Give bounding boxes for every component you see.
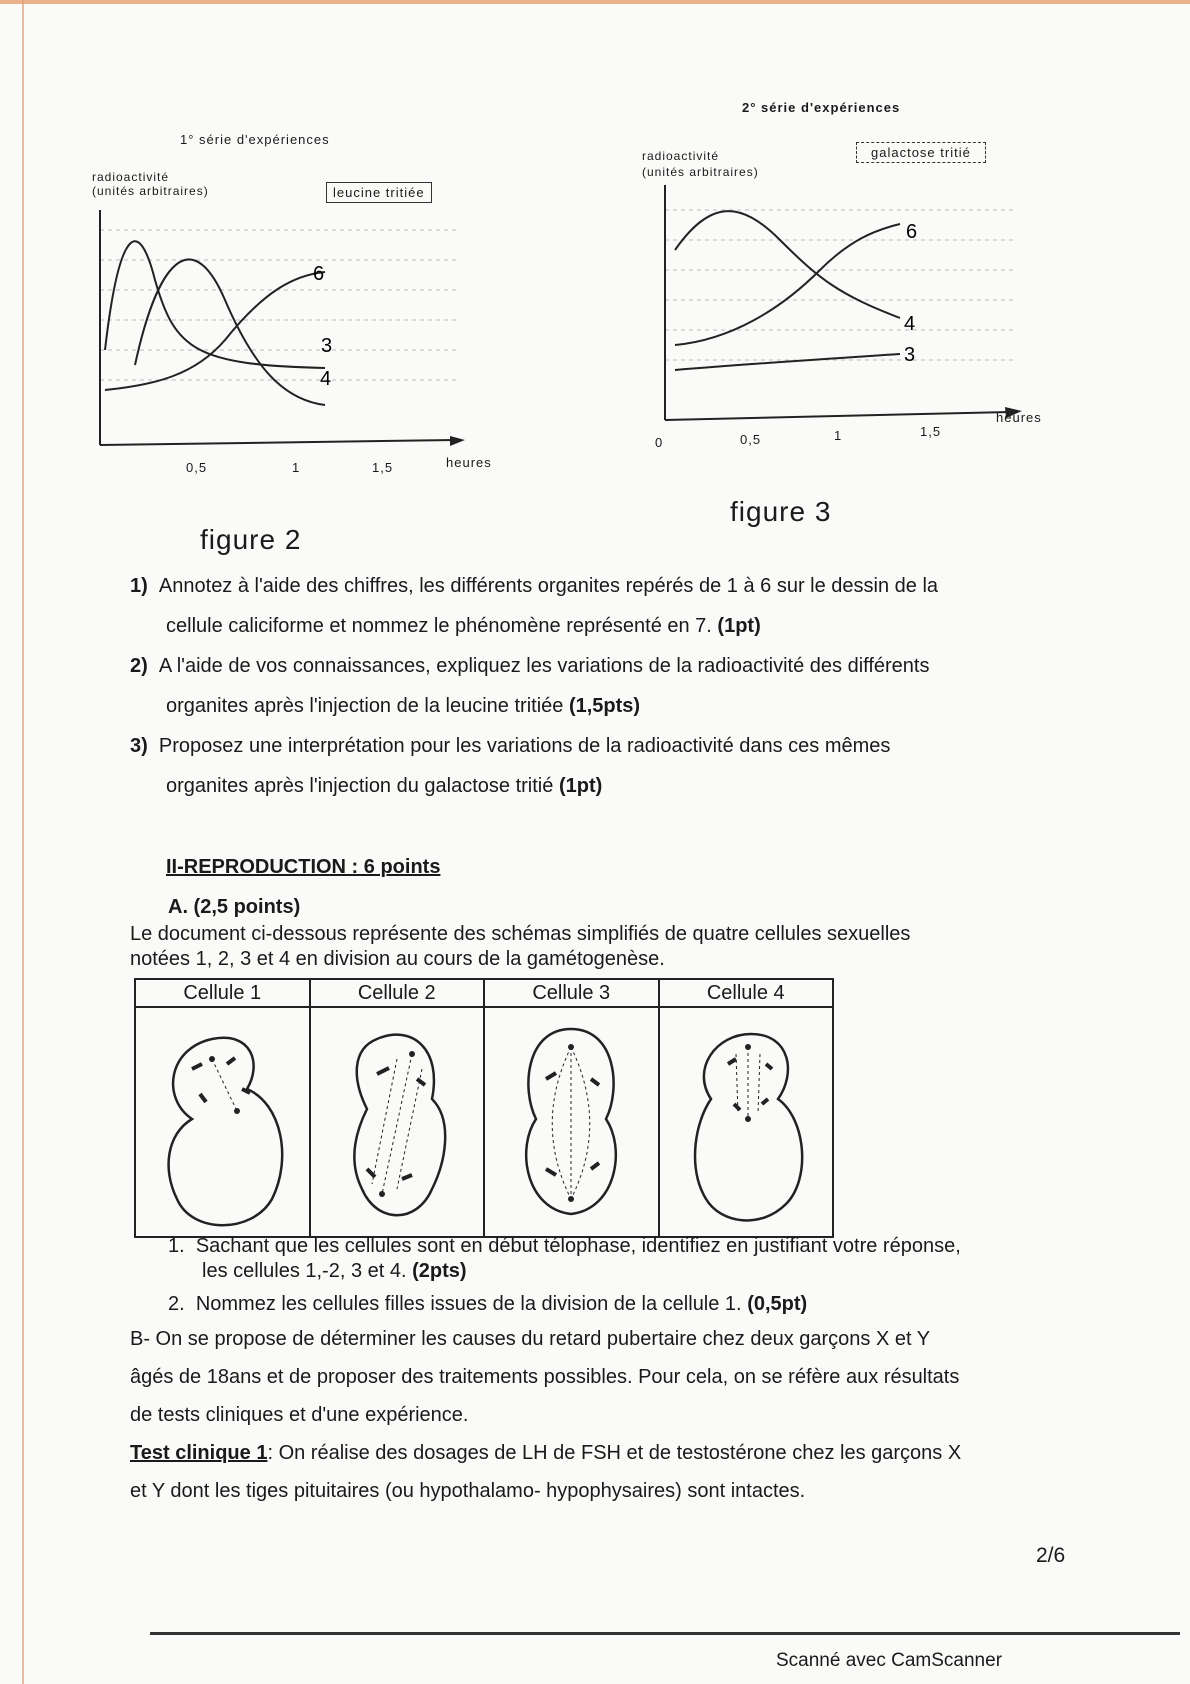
figure2-ylabel-line1: radioactivité [92,170,170,184]
cell-2-diagram [317,1009,477,1229]
figure3-ylabel [642,148,759,180]
section-title: II-REPRODUCTION : 6 points [166,856,441,878]
figure2-curve-4 [135,259,325,405]
question-2-points: (1,5pts) [568,695,641,717]
cell-4-diagram [666,1009,826,1229]
figure3-chart [660,180,1060,430]
question-1-points: (1pt) [717,615,761,637]
question-3-points: (1pt) [558,775,603,797]
figure3-curve-label-3: 3 [904,344,916,366]
figure3-x-axis [665,412,1010,420]
figure2-xlabel: heures [446,455,492,470]
part-b-line3: de tests cliniques et d'une expérience. [130,1404,469,1426]
figure3-caption: figure 3 [730,496,832,527]
part-a-q1-line1: Sachant que les cellules sont en début télophase, identifiez en justifiant votre réponse, [195,1235,961,1257]
figure2-ylabel [92,170,209,198]
cell-1-drawing [135,1007,310,1237]
test-clinique-label: Test clinique 1 [130,1442,268,1464]
question-2-line1: A l'aide de vos connaissances, expliquez les variations de la radioactivité des différents [158,655,930,677]
part-a-intro-line2: notées 1, 2, 3 et 4 en division au cours de la gamétogenèse. [130,948,665,970]
figure3-legend: galactose tritié [856,142,986,163]
figure2-tick-1: 0,5 [186,460,208,475]
part-a-q2-text: Nommez les cellules filles issues de la division de la cellule 1. [195,1293,742,1315]
cell-2-header: Cellule 2 [310,979,485,1007]
figure2-curve-label-4: 4 [320,368,332,390]
figure3-tick-0: 0 [655,435,664,450]
question-3-number: 3) [130,735,148,757]
figure3-curve-3 [675,354,900,370]
question-2-line2: organites après l'injection de la leucine tritiée [166,695,564,717]
figure2-caption: figure 2 [200,524,302,555]
part-a-question-1 [168,1234,1068,1284]
test-clinique-line1: : On réalise des dosages de LH de FSH et de testostérone chez les garçons X [267,1442,962,1464]
figure3-tick-3: 1,5 [920,424,942,439]
question-1-line1: Annotez à l'aide des chiffres, les différents organites repérés de 1 à 6 sur le dessin de la [158,575,939,597]
cell-3-diagram [491,1009,651,1229]
scanner-footer: Scanné avec CamScanner [776,1650,1003,1671]
figure2-ylabel-line2: (unités arbitraires) [92,184,209,198]
figure2-tick-2: 1 [292,460,301,475]
part-b [130,1320,1090,1510]
figure2-x-axis [100,440,455,445]
question-3-line1: Proposez une interprétation pour les variations de la radioactivité dans ces mêmes [158,735,891,757]
figure2-tick-3: 1,5 [372,460,394,475]
cell-3-header: Cellule 3 [484,979,659,1007]
page-edge-left [22,0,24,1684]
part-a-intro-line1: Le document ci-dessous représente des schémas simplifiés de quatre cellules sexuelles [130,923,911,945]
figure3-series-title: 2° série d'expériences [742,100,901,115]
question-1-line2: cellule caliciforme et nommez le phénomène représenté en 7. [166,615,712,637]
test-clinique-line2: et Y dont les tiges pituitaires (ou hypothalamo- hypophysaires) sont intactes. [130,1480,806,1502]
cell-1-diagram [142,1009,302,1229]
part-b-line1: B- On se propose de déterminer les causes du retard pubertaire chez deux garçons X et Y [130,1328,931,1350]
page-edge-top [0,0,1190,4]
figure3-curve-label-6: 6 [906,221,918,243]
figure2-curve-label-3: 3 [321,335,333,357]
cell-4-drawing [659,1007,834,1237]
part-a-q2-points: (0,5pt) [747,1293,808,1315]
figure3-curve-label-4: 4 [904,313,916,335]
part-a-q1-number: 1. [168,1235,185,1257]
page-number: 2/6 [1036,1544,1066,1567]
figure3-ylabel-line1: radioactivité [642,149,720,163]
figure3-curve-4 [675,211,900,318]
cell-1-header: Cellule 1 [135,979,310,1007]
question-2-number: 2) [130,655,148,677]
part-a-q1-points: (2pts) [412,1260,467,1282]
cell-2-drawing [310,1007,485,1237]
part-a-q2-number: 2. [168,1293,185,1315]
question-1-number: 1) [130,575,148,597]
figure3-tick-1: 0,5 [740,432,762,447]
question-3-line2: organites après l'injection du galactose tritié [166,775,554,797]
question-2 [130,646,1090,726]
figure2-curve-label-6: 6 [313,263,325,285]
part-a-intro [130,922,1090,972]
bottom-rule [150,1632,1180,1635]
part-b-line2: âgés de 18ans et de proposer des traitements possibles. Pour cela, on se réfère aux résultats [130,1366,960,1388]
question-3 [130,726,1090,806]
figure3-tick-2: 1 [834,428,843,443]
figure2-chart [95,200,495,460]
figure3-ylabel-line2: (unités arbitraires) [642,165,759,179]
part-a-q1-line2: les cellules 1,-2, 3 et 4. [202,1260,407,1282]
figure2-series-title: 1° série d'expériences [180,132,330,147]
cell-4-header: Cellule 4 [659,979,834,1007]
figure2-legend: leucine tritiée [326,182,432,203]
question-1 [130,566,1090,646]
part-a-title: A. (2,5 points) [168,896,301,918]
part-a-question-2 [168,1292,807,1317]
figure3-curve-6 [675,224,900,345]
cell-3-drawing [484,1007,659,1237]
figure3-xlabel: heures [996,410,1042,425]
cells-table [134,978,834,1238]
